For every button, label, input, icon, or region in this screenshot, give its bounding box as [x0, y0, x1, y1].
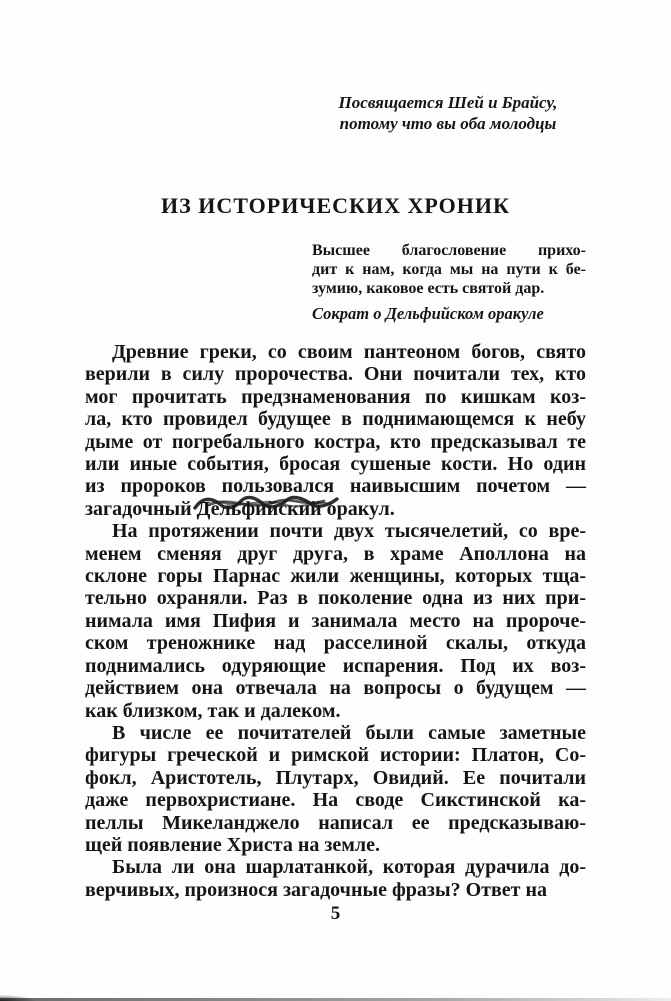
text-line: В числе ее почитателей были самые заметные [112, 721, 586, 744]
page-number: 5 [330, 903, 341, 924]
text-line: дыме от погребального костра, кто предсказывал те [85, 430, 586, 453]
text-line: из пророков пользовался наивысшим почетом — [85, 475, 586, 498]
text-line: верили в силу пророчества. Они почитали тех, кто [85, 363, 586, 386]
text-line: фокл, Аристотель, Плутарх, Овидий. Ее почитали [85, 766, 586, 789]
epigraph-line: дит к нам, когда мы на пути к бе- [312, 261, 586, 278]
epigraph-line: зумию, каковое есть святой дар. [312, 280, 545, 297]
text-line: загадочный Дельфийский оракул. [85, 497, 395, 520]
text-line: тельно охраняли. Раз в поколение одна из них при- [85, 587, 586, 610]
paragraph [85, 520, 586, 722]
text-line: верчивых, произнося загадочные фразы? Ответ на [85, 878, 547, 901]
text-line: действием она отвечала на вопросы о будущем — [85, 677, 586, 700]
epigraph-attribution: Сократ о Дельфийском оракуле [312, 304, 544, 323]
text-line: щей появление Христа на земле. [85, 833, 380, 856]
text-line: Древние греки, со своим пантеоном богов, свято [112, 341, 586, 363]
chapter-heading: ИЗ ИСТОРИЧЕСКИХ ХРОНИК [161, 193, 510, 218]
text-line: склоне горы Парнас жили женщины, которых тща- [85, 565, 586, 588]
dedication-line: Посвящается Шей и Брайсу, [338, 93, 558, 112]
text-line: поднимались одуряющие испарения. Под их воз- [85, 654, 586, 677]
text-line: Была ли она шарлатанкой, которая дурачила до- [112, 856, 586, 879]
paragraph [85, 341, 586, 520]
dedication [318, 92, 578, 134]
epigraph [312, 241, 586, 323]
paragraph [85, 722, 586, 856]
paragraph [85, 856, 586, 901]
text-line: как близком, так и далеком. [85, 699, 341, 722]
scan-corner-shadow [0, 995, 34, 1001]
text-line: пеллы Микеланджело написал ее предсказываю- [85, 811, 586, 834]
text-line: менем сменяя друг друга, в храме Аполлона на [85, 542, 586, 565]
text-line: или иные события, бросая сушеные кости. Но один [85, 453, 586, 476]
body-text [85, 341, 586, 901]
epigraph-line: Высшее благословение прихо- [312, 242, 586, 259]
text-line: нимала имя Пифия и занимала место на пророче- [85, 609, 586, 632]
text-line: ла, кто провидел будущее в поднимающемся к небу [85, 408, 586, 431]
dedication-line: потому что вы оба молодцы [339, 114, 557, 133]
text-line: ском треножнике над расселиной скалы, откуда [85, 632, 586, 655]
text-line: даже первохристиане. На своде Сикстинской ка- [85, 789, 586, 812]
text-line: мог прочитать предзнаменования по кишкам коз- [85, 385, 586, 408]
text-line: На протяжении почти двух тысячелетий, со вре- [112, 520, 586, 543]
text-line: фигуры греческой и римской истории: Платон, Со- [85, 744, 586, 767]
